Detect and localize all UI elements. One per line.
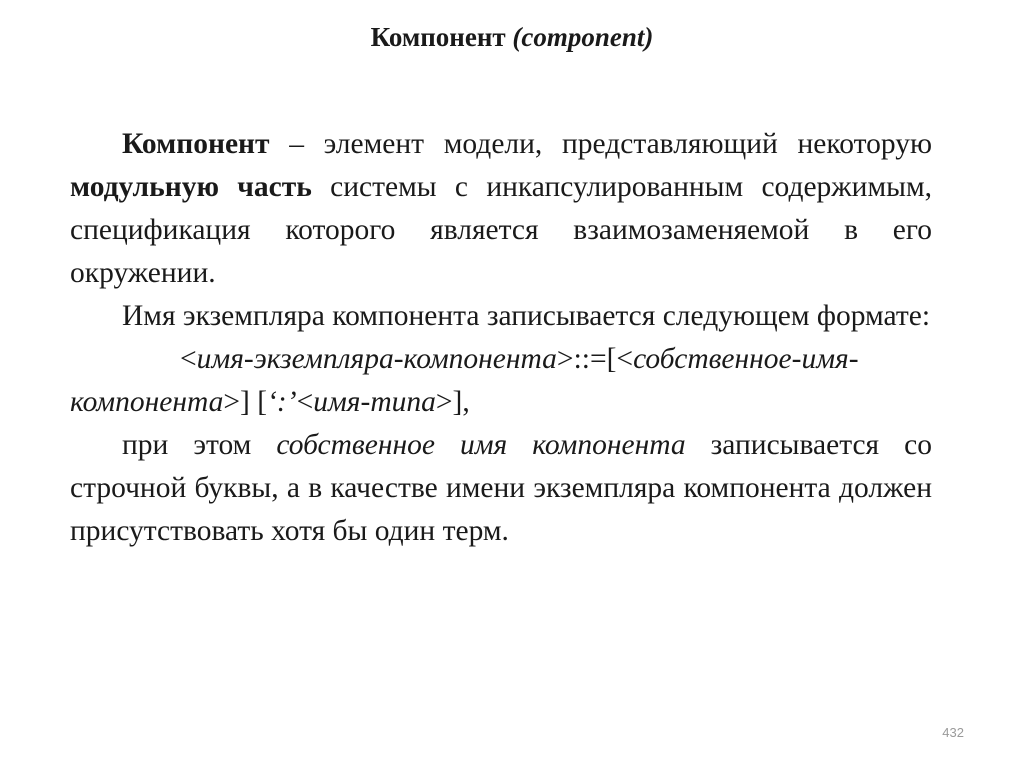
formula-lt-3: <: [296, 386, 314, 418]
definition-paragraph: [70, 123, 932, 295]
defined-term: Компонент: [122, 128, 270, 160]
rule-text-1: при этом: [122, 429, 277, 461]
formula-gt-2: >: [223, 386, 241, 418]
formula-gt-1: >: [556, 343, 574, 375]
formula-gt-3: >: [435, 386, 453, 418]
formula-own-name: собственное-имя-компонента: [70, 343, 859, 418]
rule-text-2: записывается со строчной буквы, а в качестве имени экземпляра компонента должен присутствовать хотя бы один терм.: [70, 429, 932, 547]
formula-lt-1: <: [180, 343, 197, 375]
definition-text-2: системы с инкапсулированным содержимым, спецификация которого является взаимозаменяемой в его окружении.: [70, 171, 933, 289]
formula-assign: ::=[: [573, 343, 617, 375]
definition-bold-phrase: модульную часть: [70, 171, 312, 203]
formula-type-name: имя-типа: [313, 386, 436, 418]
slide-title: [0, 22, 1024, 53]
definition-text-1: – элемент модели, представляющий некоторую: [269, 128, 932, 160]
format-intro-paragraph: Имя экземпляра компонента записывается следующем формате:: [122, 300, 931, 332]
title-italic: (component): [512, 22, 654, 52]
page-number: 432: [942, 725, 964, 740]
title-bold: Компонент: [370, 22, 513, 52]
rule-paragraph: [70, 424, 932, 553]
formula-quote: ‘:’: [267, 386, 297, 418]
name-format-formula: [70, 338, 932, 424]
formula-middle: ] [: [240, 386, 268, 418]
formula-instance-name: имя-экземпляра-компонента: [196, 343, 557, 375]
rule-italic-phrase: собственное имя компонента: [276, 429, 686, 461]
slide-body: [70, 123, 932, 553]
formula-end: ],: [452, 386, 470, 418]
formula-lt-2: <: [616, 343, 634, 375]
